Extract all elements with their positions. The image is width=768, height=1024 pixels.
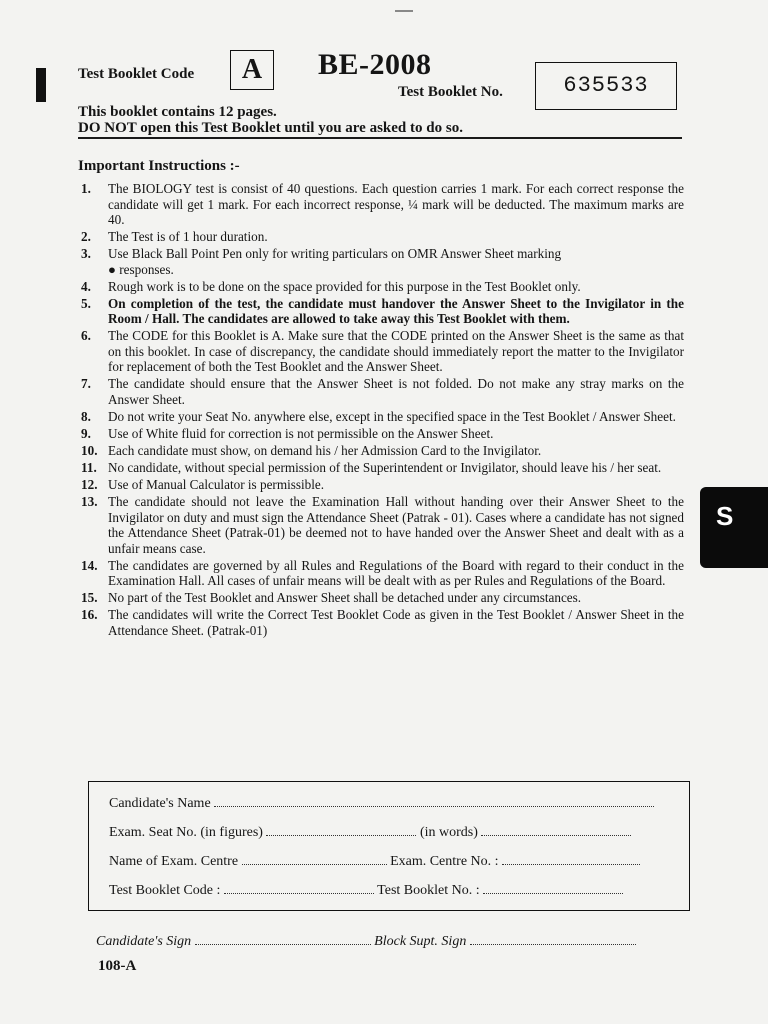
- exam-centre-name-label: Name of Exam. Centre: [109, 854, 239, 869]
- instruction-number: 16.: [81, 607, 98, 623]
- section-tab-letter: S: [716, 501, 734, 531]
- instruction-text: Rough work is to be done on the space provided for this purpose in the Test Booklet only.: [108, 278, 581, 294]
- instruction-continuation: ● responses.: [108, 261, 174, 277]
- exam-centre-number-label: Exam. Centre No. :: [390, 854, 499, 869]
- booklet-header: [78, 46, 682, 138]
- seat-number-label: Exam. Seat No. (in figures): [109, 825, 263, 840]
- instruction-number: 4.: [81, 278, 91, 294]
- seat-number-words-label: (in words): [419, 825, 478, 840]
- booklet-code-label: Test Booklet Code: [78, 66, 195, 82]
- instruction-item: [78, 590, 684, 606]
- instruction-text: The BIOLOGY test is consist of 40 questions. Each question carries 1 mark. For each correct response the candidate will get 1 mark. For each incorrect response, ¼ mark will be deducted. The maximum marks are 40.: [108, 181, 684, 228]
- exam-centre-name-field[interactable]: [242, 854, 387, 865]
- instruction-text: The Test is of 1 hour duration.: [108, 229, 268, 245]
- instruction-text: The CODE for this Booklet is A. Make sure that the CODE printed on the Answer Sheet is the same as that on this booklet. In case of discrepancy, the candidate should immediately report the matter to the Invigilator for replacement of both the Test Booklet and the Answer Sheet.: [108, 328, 684, 375]
- instruction-item: [78, 494, 684, 556]
- instruction-number: 11.: [81, 460, 97, 475]
- booklet-details-row: [109, 883, 623, 899]
- instruction-number: 3.: [81, 246, 91, 262]
- instruction-item: [78, 607, 684, 638]
- candidate-name-row: [109, 796, 654, 812]
- instruction-number: 1.: [81, 181, 91, 196]
- instruction-item: [78, 296, 684, 327]
- instruction-number: 8.: [81, 409, 91, 425]
- signature-row: [96, 934, 636, 950]
- exam-title: BE-2008: [318, 48, 432, 81]
- instruction-item: [78, 181, 684, 228]
- instruction-text: No candidate, without special permission of the Superintendent or Invigilator, should leave his / her seat.: [108, 460, 662, 475]
- instruction-number: 14.: [81, 557, 98, 573]
- instructions-heading: Important Instructions :-: [78, 158, 240, 174]
- exam-centre-row: [109, 854, 640, 870]
- candidate-sign-field[interactable]: [195, 934, 371, 945]
- instruction-text: The candidates will write the Correct Test Booklet Code as given in the Test Booklet / Answer Sheet in the Attendance Sheet. (Patrak-01): [108, 607, 684, 638]
- form-booklet-number-field[interactable]: [483, 883, 623, 894]
- instruction-item: [78, 477, 684, 493]
- pages-note: This booklet contains 12 pages.: [78, 104, 277, 120]
- supt-sign-field[interactable]: [470, 934, 636, 945]
- instruction-item: [78, 443, 684, 459]
- instruction-item: [78, 279, 684, 295]
- booklet-number-label: Test Booklet No.: [398, 84, 503, 100]
- instruction-text: The candidate should not leave the Examination Hall without handing over their Answer Sheet to the Invigilator on duty and must sign the Attendance Sheet (Patrak - 01). Cases where a candidate has not signed the Attendance Sheet (Patrak-01) be deemed not to have handed over the Answer Sheet and dealt with as a unfair means case.: [108, 493, 684, 556]
- instruction-text: No part of the Test Booklet and Answer Sheet shall be detached under any circumstances.: [108, 590, 582, 606]
- seat-number-row: [109, 825, 631, 841]
- instruction-item: [78, 246, 684, 277]
- candidate-name-label: Candidate's Name: [109, 796, 211, 811]
- open-warning: DO NOT open this Test Booklet until you are asked to do so.: [78, 120, 463, 136]
- header-divider: [78, 137, 682, 139]
- instruction-item: [78, 376, 684, 407]
- instruction-number: 15.: [81, 590, 98, 606]
- instruction-number: 6.: [81, 328, 91, 344]
- scan-artifact: [395, 10, 413, 12]
- candidate-sign-label: Candidate's Sign: [96, 934, 192, 949]
- instruction-number: 9.: [81, 426, 91, 442]
- instructions-list: [78, 181, 684, 638]
- instruction-item: [78, 460, 684, 476]
- form-booklet-code-field[interactable]: [224, 883, 374, 894]
- seat-number-figures-field[interactable]: [266, 825, 416, 836]
- instruction-item: [78, 328, 684, 375]
- form-booklet-code-label: Test Booklet Code :: [109, 883, 221, 898]
- seat-number-words-field[interactable]: [481, 825, 631, 836]
- instruction-text: Use of White fluid for correction is not permissible on the Answer Sheet.: [108, 426, 494, 442]
- instruction-item: [78, 409, 684, 425]
- instruction-text: On completion of the test, the candidate must handover the Answer Sheet to the Invigilator in the Room / Hall. The candidates are allowed to take away this Test Booklet with them.: [108, 295, 684, 327]
- instruction-item: [78, 426, 684, 442]
- instruction-text: Do not write your Seat No. anywhere else, except in the specified space in the Test Booklet / Answer Sheet.: [108, 409, 676, 425]
- instruction-text: Each candidate must show, on demand his / her Admission Card to the Invigilator.: [108, 443, 542, 459]
- candidate-details-box: [88, 781, 690, 911]
- instruction-text: Use Black Ball Point Pen only for writing particulars on OMR Answer Sheet marking: [108, 246, 562, 262]
- instruction-number: 13.: [81, 493, 98, 509]
- instruction-item: [78, 229, 684, 245]
- instruction-text: The candidate should ensure that the Answer Sheet is not folded. Do not make any stray marks on the Answer Sheet.: [108, 376, 684, 408]
- instructions-section: [78, 158, 684, 640]
- form-booklet-number-label: Test Booklet No. :: [377, 883, 480, 898]
- registration-mark: [36, 68, 46, 102]
- booklet-code-box: A: [230, 50, 274, 90]
- instruction-text: Use of Manual Calculator is permissible.: [108, 476, 325, 492]
- instruction-number: 7.: [81, 376, 91, 392]
- instruction-number: 12.: [81, 476, 98, 492]
- booklet-number-box: 635533: [535, 62, 677, 110]
- instruction-number: 5.: [81, 295, 91, 311]
- instruction-item: [78, 558, 684, 589]
- supt-sign-label: Block Supt. Sign: [374, 934, 467, 949]
- instruction-number: 10.: [81, 443, 98, 459]
- instruction-text: The candidates are governed by all Rules and Regulations of the Board with regard to their conduct in the Examination Hall. All cases of unfair means will be dealt with as per Rules and Regulations of the Board.: [108, 557, 684, 589]
- section-tab: [700, 487, 768, 568]
- instruction-number: 2.: [81, 229, 91, 245]
- candidate-name-field[interactable]: [214, 796, 654, 807]
- exam-centre-number-field[interactable]: [502, 854, 640, 865]
- page-code: 108-A: [98, 958, 137, 974]
